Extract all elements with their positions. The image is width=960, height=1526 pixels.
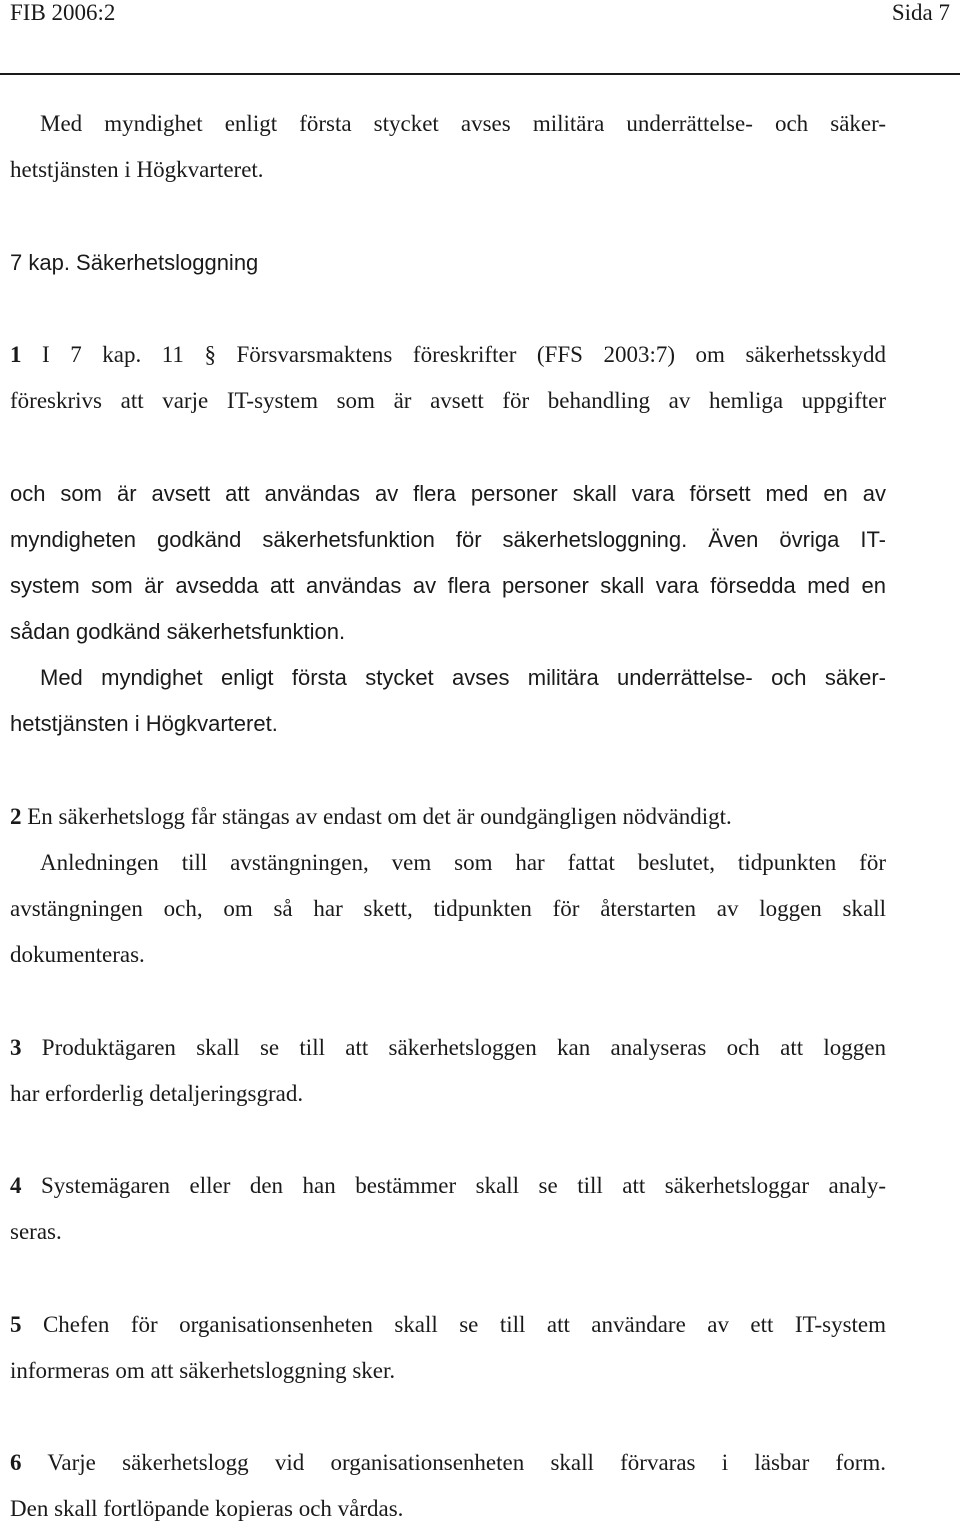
section-2-line-4: dokumenteras. — [10, 942, 145, 967]
section-1-line-3: och som är avsett att användas av flera personer skall vara försett med en av — [10, 481, 886, 506]
section-3-line-2: har erforderlig detaljeringsgrad. — [10, 1081, 304, 1106]
section-1-line-2: föreskrivs att varje IT-system som är avsett för behandling av hemliga uppgifter — [10, 388, 886, 413]
header-rule — [0, 73, 960, 75]
section-1-line-8: hetstjänsten i Högkvarteret. — [10, 711, 278, 736]
chapter-title: 7 kap. Säkerhetsloggning — [10, 250, 259, 275]
section-5-line-1 — [10, 1311, 886, 1339]
section-6-line-1 — [10, 1449, 886, 1477]
section-3-line-1 — [10, 1034, 886, 1062]
section-1-number: 1 — [10, 342, 22, 367]
section-6-number: 6 — [10, 1450, 22, 1475]
section-3-number: 3 — [10, 1035, 22, 1060]
intro-line-1: Med myndighet enligt första stycket avses militära underrättelse- och säker- — [40, 111, 886, 136]
section-1-line-7: Med myndighet enligt första stycket avses militära underrättelse- och säker- — [40, 665, 886, 690]
section-1-line-1-text: I 7 kap. 11 § Försvarsmaktens föreskrifter (FFS 2003:7) om säkerhetsskydd — [42, 342, 887, 367]
intro-line-2: hetstjänsten i Högkvarteret. — [10, 157, 264, 182]
section-5-line-1-text: Chefen för organisationsenheten skall se till att användare av ett IT-system — [42, 1312, 887, 1337]
section-2-line-1-text: En säkerhetslogg får stängas av endast om det är oundgängligen nödvändigt. — [27, 804, 732, 829]
section-1-line-6: sådan godkänd säkerhetsfunktion. — [10, 619, 346, 644]
section-4-line-1-text: Systemägaren eller den han bestämmer skall se till att säkerhetsloggar analy- — [41, 1173, 887, 1198]
header-document-id: FIB 2006:2 — [10, 0, 116, 25]
section-1-line-5: system som är avsedda att användas av flera personer skall vara försedda med en — [10, 573, 886, 598]
section-1-line-4: myndigheten godkänd säkerhetsfunktion för säkerhetsloggning. Även övriga IT- — [10, 527, 886, 552]
header-page-number: Sida 7 — [891, 0, 950, 25]
section-4-line-2: seras. — [10, 1219, 62, 1244]
section-5-line-2: informeras om att säkerhetsloggning sker. — [10, 1358, 396, 1383]
section-5-number: 5 — [10, 1312, 22, 1337]
section-6-line-1-text: Varje säkerhetslogg vid organisationsenheten skall förvaras i läsbar form. — [47, 1450, 886, 1475]
section-6-line-2: Den skall fortlöpande kopieras och vårdas. — [10, 1496, 404, 1521]
section-4-line-1 — [10, 1172, 886, 1200]
section-2-line-3: avstängningen och, om så har skett, tidpunkten för återstarten av loggen skall — [10, 896, 886, 921]
section-1-line-1 — [10, 341, 886, 369]
section-2-line-2: Anledningen till avstängningen, vem som har fattat beslutet, tidpunkten för — [40, 850, 886, 875]
section-3-line-1-text: Produktägaren skall se till att säkerhetsloggen kan analyseras och att loggen — [41, 1035, 886, 1060]
section-4-number: 4 — [10, 1173, 22, 1198]
section-2-number: 2 — [10, 804, 22, 829]
section-2-line-1 — [10, 803, 732, 831]
